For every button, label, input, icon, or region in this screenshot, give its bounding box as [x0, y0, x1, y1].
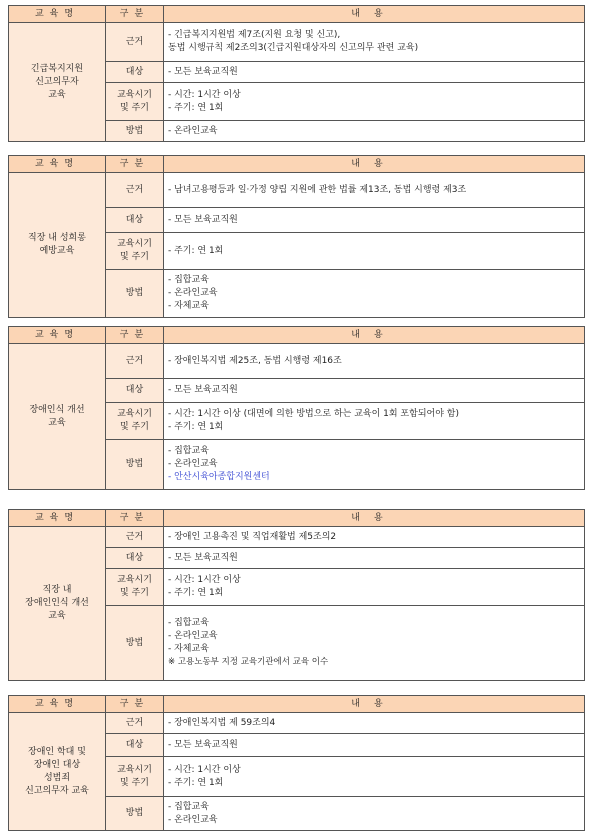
content-cell — [164, 208, 585, 233]
category-label: 근거 — [125, 531, 144, 542]
header-content — [164, 696, 585, 713]
category-label: 방법 — [125, 125, 144, 136]
category-cell — [106, 757, 164, 797]
header-name — [9, 510, 106, 527]
header-category — [106, 510, 164, 527]
content-line: - 주기: 연 1회 — [168, 777, 224, 788]
content-line: - 모든 보육교직원 — [168, 552, 238, 563]
education-name-line: 장애인 대상 — [33, 759, 81, 770]
category-label: 방법 — [125, 459, 144, 469]
category-cell — [106, 527, 164, 548]
category-cell — [106, 270, 164, 318]
content-cell — [164, 344, 585, 379]
education-name-line: 긴급복지지원 — [30, 63, 84, 74]
category-cell — [106, 344, 164, 379]
content-cell — [164, 379, 585, 403]
content-cell — [164, 233, 585, 270]
category-label: 및 주기 — [120, 102, 149, 113]
category-cell — [106, 440, 164, 490]
category-cell — [106, 121, 164, 142]
content-line: - 온라인교육 — [168, 814, 218, 825]
header-category-label: 구분 — [119, 698, 150, 709]
header-row — [9, 6, 585, 23]
category-label: 교육시기 — [117, 409, 152, 419]
education-table — [8, 326, 585, 490]
category-cell — [106, 233, 164, 270]
content-line: - 시간: 1시간 이상 — [168, 575, 241, 585]
education-name-line: 교육 — [48, 611, 66, 621]
education-name-line: 직장 내 — [42, 585, 72, 595]
table-row — [9, 173, 585, 208]
header-content — [164, 327, 585, 344]
content-line: - 남녀고용평등과 일·가정 양립 지원에 관한 법률 제13조, 동법 시행령 제3조 — [168, 184, 467, 195]
category-cell — [106, 62, 164, 83]
education-table — [8, 509, 585, 681]
content-cell — [164, 403, 585, 440]
header-category — [106, 156, 164, 173]
header-content-label: 내용 — [351, 512, 397, 523]
category-cell — [106, 569, 164, 606]
category-cell — [106, 713, 164, 734]
category-cell — [106, 403, 164, 440]
table-row — [9, 713, 585, 734]
education-table — [8, 5, 585, 142]
table-row — [9, 344, 585, 379]
category-label: 대상 — [125, 385, 144, 395]
category-label: 방법 — [125, 288, 144, 298]
content-cell — [164, 173, 585, 208]
education-name-cell — [9, 23, 106, 142]
content-cell — [164, 440, 585, 490]
content-line: - 모든 보육교직원 — [168, 739, 238, 750]
header-category-label: 구분 — [119, 512, 150, 523]
category-label: 근거 — [125, 355, 144, 366]
header-category-label: 구분 — [119, 329, 150, 340]
header-name — [9, 156, 106, 173]
category-label: 및 주기 — [120, 588, 149, 598]
content-cell — [164, 83, 585, 121]
content-cell — [164, 23, 585, 62]
header-content-label: 내용 — [351, 329, 397, 340]
education-name-line: 성범죄 — [43, 772, 71, 783]
header-name-label: 교육명 — [34, 512, 80, 523]
content-cell — [164, 797, 585, 831]
header-content-label: 내용 — [351, 698, 397, 709]
content-line: - 자체교육 — [168, 301, 209, 311]
category-label: 및 주기 — [120, 252, 149, 262]
content-cell — [164, 121, 585, 142]
content-line: - 시간: 1시간 이상 (대면에 의한 방법으로 하는 교육이 1회 포함되어야 함) — [168, 409, 459, 419]
content-line: - 시간: 1시간 이상 — [168, 764, 241, 775]
content-line: - 집합교육 — [168, 618, 209, 628]
content-cell — [164, 734, 585, 757]
content-line: - 장애인 고용촉진 및 직업재활법 제5조의2 — [168, 531, 337, 542]
header-name-label: 교육명 — [34, 329, 80, 340]
education-name-line: 예방교육 — [39, 246, 75, 256]
content-line: - 긴급복지지원법 제7조(지원 요청 및 신고), — [168, 30, 341, 40]
category-label: 근거 — [125, 184, 144, 195]
content-line: ※ 고용노동부 지정 교육기관에서 교육 이수 — [168, 657, 329, 667]
header-content — [164, 156, 585, 173]
content-line: - 장애인복지법 제25조, 동법 시행령 제16조 — [168, 355, 342, 366]
category-cell — [106, 606, 164, 681]
table-row — [9, 23, 585, 62]
header-content-label: 내용 — [351, 8, 397, 19]
content-line: - 자체교육 — [168, 644, 209, 654]
header-row — [9, 696, 585, 713]
category-cell — [106, 23, 164, 62]
education-name-line: 장애인식 개선 — [29, 404, 85, 415]
category-cell — [106, 548, 164, 569]
category-label: 방법 — [125, 808, 144, 818]
header-category-label: 구분 — [119, 8, 150, 19]
header-category — [106, 696, 164, 713]
category-label: 근거 — [125, 717, 144, 728]
header-content — [164, 510, 585, 527]
header-category-label: 구분 — [119, 158, 150, 169]
content-line: - 집합교육 — [168, 801, 209, 812]
category-label: 방법 — [125, 637, 144, 648]
content-line: - 모든 보육교직원 — [168, 214, 238, 225]
education-name-line: 직장 내 성희롱 — [28, 233, 86, 243]
education-name-line: 신고의무자 — [35, 76, 79, 87]
content-line: - 집합교육 — [168, 275, 209, 285]
content-cell — [164, 569, 585, 606]
content-cell — [164, 757, 585, 797]
content-line: - 주기: 연 1회 — [168, 102, 224, 113]
education-name-cell — [9, 527, 106, 681]
content-line: - 시간: 1시간 이상 — [168, 89, 241, 100]
education-name-line: 교육 — [48, 89, 66, 100]
content-cell — [164, 713, 585, 734]
content-line: - 온라인교육 — [168, 288, 218, 298]
category-label: 교육시기 — [117, 764, 152, 775]
content-line: - 온라인교육 — [168, 631, 218, 641]
education-name-cell — [9, 344, 106, 490]
category-label: 대상 — [125, 739, 144, 750]
table-row — [9, 527, 585, 548]
header-name — [9, 6, 106, 23]
education-name-line: 교육 — [48, 417, 66, 428]
content-line: - 주기: 연 1회 — [168, 588, 224, 598]
category-label: 대상 — [125, 552, 144, 563]
content-cell — [164, 527, 585, 548]
content-line: 동법 시행규칙 제2조의3(긴급지원대상자의 신고의무 관련 교육) — [168, 43, 419, 53]
education-name-line: 장애인인식 개선 — [25, 598, 89, 608]
education-name-line: 신고의무자 교육 — [25, 785, 89, 796]
header-row — [9, 327, 585, 344]
category-cell — [106, 208, 164, 233]
education-name-cell — [9, 713, 106, 831]
education-table — [8, 155, 585, 318]
header-row — [9, 156, 585, 173]
content-line: - 모든 보육교직원 — [168, 66, 238, 77]
content-line: - 온라인교육 — [168, 125, 218, 136]
header-name — [9, 327, 106, 344]
header-name-label: 교육명 — [34, 158, 80, 169]
category-label: 교육시기 — [117, 575, 152, 585]
content-line: - 집합교육 — [168, 446, 209, 456]
category-cell — [106, 734, 164, 757]
category-cell — [106, 797, 164, 831]
category-cell — [106, 379, 164, 403]
content-cell — [164, 62, 585, 83]
header-name-label: 교육명 — [34, 8, 80, 19]
content-cell — [164, 548, 585, 569]
category-label: 및 주기 — [120, 422, 149, 432]
category-cell — [106, 83, 164, 121]
category-label: 교육시기 — [117, 239, 152, 249]
header-category — [106, 327, 164, 344]
content-line: - 모든 보육교직원 — [168, 385, 238, 395]
content-line: - 주기: 연 1회 — [168, 245, 224, 256]
category-label: 및 주기 — [120, 777, 149, 788]
category-label: 대상 — [125, 214, 144, 225]
content-cell — [164, 606, 585, 681]
header-category — [106, 6, 164, 23]
header-name — [9, 696, 106, 713]
education-table — [8, 695, 585, 831]
content-line: - 안산시육아종합지원센터 — [168, 472, 270, 482]
content-cell — [164, 270, 585, 318]
category-label: 대상 — [125, 66, 144, 77]
category-label: 교육시기 — [117, 89, 152, 100]
header-content — [164, 6, 585, 23]
category-cell — [106, 173, 164, 208]
education-name-line: 장애인 학대 및 — [28, 746, 86, 757]
category-label: 근거 — [125, 36, 144, 47]
header-row — [9, 510, 585, 527]
content-line: - 주기: 연 1회 — [168, 422, 224, 432]
education-name-cell — [9, 173, 106, 318]
header-content-label: 내용 — [351, 158, 397, 169]
header-name-label: 교육명 — [34, 698, 80, 709]
content-line: - 온라인교육 — [168, 459, 218, 469]
content-line: - 장애인복지법 제 59조의4 — [168, 717, 276, 728]
